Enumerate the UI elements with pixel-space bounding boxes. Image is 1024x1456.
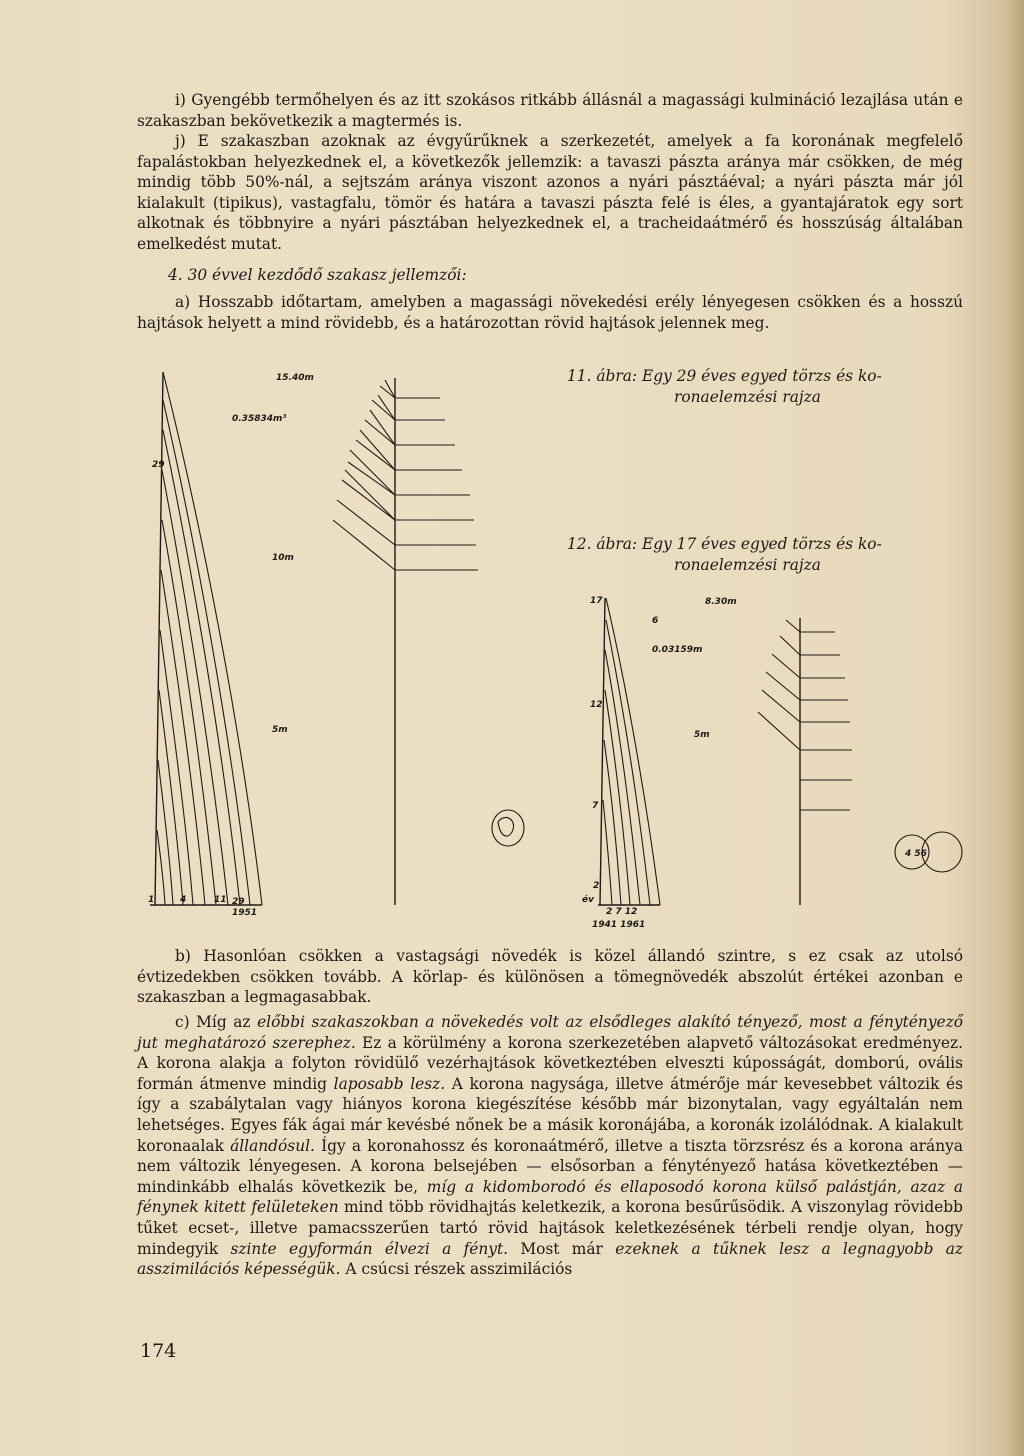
- figure-12-caption-line1: 12. ábra: Egy 17 éves egyed törzs és ko-: [567, 535, 882, 553]
- paragraph-c-part6: Most már: [508, 1239, 616, 1258]
- paragraph-c-part7: A csúcsi részek asszimilációs: [340, 1260, 573, 1279]
- fig12-label-volume: 0.03159m: [652, 645, 703, 655]
- fig11-label-1: 1: [148, 895, 155, 905]
- fig12-label-6: 6: [652, 616, 659, 626]
- paragraph-c-part4: Így a koronahossz és koronaátmérő, illetve a tiszta törzsrész és a korona aránya nem változik lényegesen. A korona belsejében — elsősorban a fénytényező hatása következtében — mindinkább elhalás következik be,: [137, 1136, 964, 1196]
- paragraph-c-part2: Ez a körülmény a korona szerkezetében alapvető változásokat eredményez. A korona alakja a folyton rövidülő vezérhajtások következtében elveszti kúposságát, domború, ovális formán átmenve mindig: [137, 1033, 963, 1093]
- page-number: 174: [140, 1340, 177, 1362]
- fig11-label-volume: 0.35834m³: [232, 414, 287, 424]
- fig11-axis: [155, 372, 163, 905]
- paragraph-c-italic1: előbbi szakaszokban a növekedés volt az elsődleges alakító tényező, most a fénytényező jut meghatározó szerephez.: [137, 1013, 964, 1052]
- paragraph-c-italic3: állandósul.: [230, 1136, 315, 1155]
- figure-11-crown: [333, 378, 524, 905]
- fig12-label-years: 1941 1961: [592, 920, 646, 930]
- fig11-outer-curve: [163, 372, 262, 905]
- paragraph-b: [137, 946, 963, 1008]
- fig12-label-12: 12: [590, 700, 603, 710]
- paragraph-c: [137, 1012, 963, 1280]
- paragraph-a-text: a) Hosszabb időtartam, amelyben a magassági növekedési erély lényegesen csökken és a hosszú hajtások helyett a mind rövidebb, és a határozottan rövid hajtások jelennek meg.: [137, 293, 963, 332]
- fig11-label-5m: 5m: [272, 725, 288, 735]
- figure-11-stem-analysis: [150, 372, 262, 905]
- fig11-label-29: 29: [152, 460, 165, 470]
- paragraph-b-text: b) Hasonlóan csökken a vastagsági növedék is közel állandó szintre, s ez csak az utolsó évtizedekben csökken tovább. A körlap- és különösen a tömegnövedék abszolút értékei azonban e szakaszban a legmagasabbak.: [137, 947, 963, 1007]
- paragraph-c-part5: mind több rövidhajtás keletkezik, a korona besűrűsödik. A viszonylag rövidebb tűket ecset-, illetve pamacsszerűen tartó rövid hajtások keletkezésének térbeli rendje olyan, hogy mindegyik: [137, 1198, 964, 1258]
- figure-12-caption-line2: ronaelemzési rajza: [674, 556, 821, 574]
- paragraph-c-italic4: míg a kidomborodó és ellaposodó korona külső palástján, azaz a fénynek kitett felületeken: [137, 1177, 964, 1217]
- fig12-label-ev: év: [582, 895, 594, 905]
- paragraph-c-italic6: ezeknek a tűknek lesz a legnagyobb az asszimilációs képességük.: [137, 1239, 964, 1279]
- paragraph-i-text: i) Gyengébb termőhelyen és az itt szokásos ritkább állásnál a magassági kulmináció lezajlása után e szakaszban bekövetkezik a magtermés is.: [137, 91, 963, 130]
- fig12-cross-section-b: [922, 832, 962, 872]
- paragraph-c-part1: c) Míg az: [175, 1013, 258, 1031]
- paragraph-c-part3: A korona nagysága, illetve átmérője már kevesebbet változik és így a szabálytalan vagy hiányos korona kiegészítése később már bizonytalan, vagy egyáltalán nem lehetséges. Egyes fák ágai már kevésbé nőnek be a másik koronájába, a koronák izolálódnak. A kialakult koronaalak: [137, 1074, 964, 1155]
- fig11-cross-section: [492, 810, 524, 846]
- fig12-label-bottom: 2 7 12: [606, 907, 638, 917]
- fig12-label-17: 17: [590, 596, 603, 606]
- paragraph-c-italic5: szinte egyformán élvezi a fényt.: [230, 1239, 509, 1258]
- fig11-label-10m: 10m: [272, 553, 294, 563]
- fig11-label-height: 15.40m: [276, 373, 314, 383]
- fig12-label-2: 2: [593, 881, 600, 891]
- paragraph-j-text: j) E szakaszban azoknak az évgyűrűknek a szerkezetét, amelyek a fa koronának megfelelő fapalástokban helyezkednek el, a következők jellemzik: a tavaszi pászta aránya már csökken, de még mindig több 50%-nál, a sejtszám aránya viszont azonos a nyári pásztáéval; a nyári pászta már jól kialakult (tipikus), vastagfalu, tömör és határa a tavaszi pászta felé is éles, a gyantajáratok egy sort alkotnak és többnyire a nyári pásztában helyezkednek el, a tracheidaátmérő és hosszúság általában emelkedést mutat.: [137, 132, 963, 253]
- fig11-label-4: 4: [180, 895, 187, 905]
- fig12-label-height: 8.30m: [705, 597, 737, 607]
- fig12-label-7: 7: [592, 801, 599, 811]
- fig11-label-29b: 29: [232, 897, 245, 907]
- figure-12-stem-analysis: [598, 598, 660, 905]
- section-heading: 4. 30 évvel kezdődő szakasz jellemzői:: [168, 266, 467, 284]
- fig12-label-5m: 5m: [694, 730, 710, 740]
- paragraph-c-italic2: laposabb lesz.: [333, 1074, 446, 1093]
- fig11-label-11: 11: [214, 895, 227, 905]
- figure-11-caption-line2: ronaelemzési rajza: [674, 388, 821, 406]
- figure-11-caption-line1: 11. ábra: Egy 29 éves egyed törzs és ko-: [567, 367, 882, 385]
- fig12-label-circle: 4 56: [905, 849, 927, 859]
- figure-12-crown: [758, 618, 962, 905]
- fig11-label-year: 1951: [232, 908, 258, 918]
